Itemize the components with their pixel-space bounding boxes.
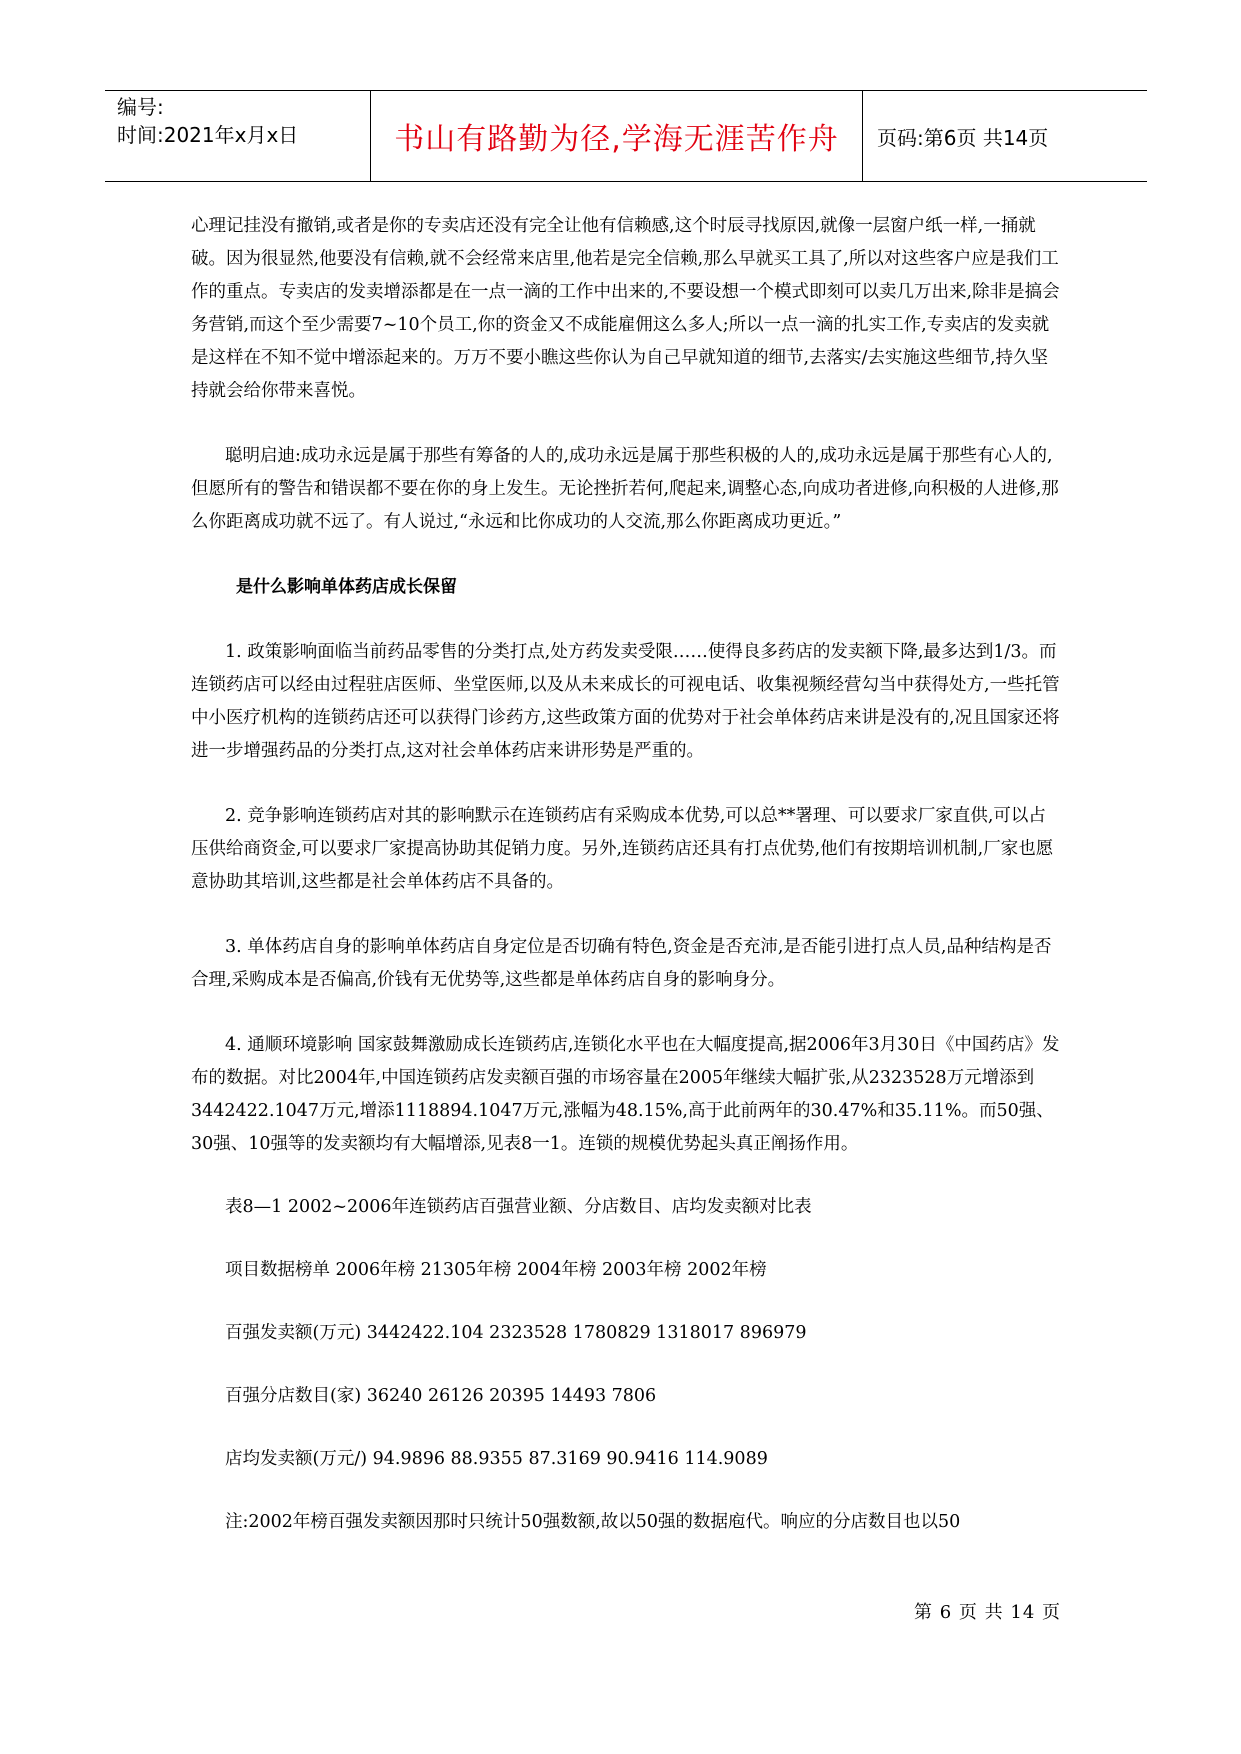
paragraph-policy: 1. 政策影响面临当前药品零售的分类打点,处方药发卖受限……使得良多药店的发卖额下降,最多达到1/3。而连锁药店可以经由过程驻店医师、坐堂医师,以及从未来成长的可视电话、收集视频经营勾当中获得处方,一些托管中小医疗机构的连锁药店还可以获得门诊药方,这些政策方面的优势对于社会单体药店来讲是没有的,况且国家还将进一步增强药品的分类打点,这对社会单体药店来讲形势是严重的。 [191, 642, 1060, 761]
document-number-label: 编号: [117, 95, 164, 119]
header-motto: 书山有路勤为径,学海无涯苦作舟 [371, 91, 863, 181]
table-caption: 表8—1 2002~2006年连锁药店百强营业额、分店数目、店均发卖额对比表 [225, 1197, 812, 1217]
paragraph-competition: 2. 竞争影响连锁药店对其的影响默示在连锁药店有采购成本优势,可以总**署理、可以要求厂家直供,可以占压供给商资金,可以要求厂家提高协助其促销力度。另外,连锁药店还具有打点优势,他们有按期培训机制,厂家也愿意协助其培训,这些都是社会单体药店不具备的。 [191, 806, 1054, 892]
table-row-sales: 百强发卖额(万元) 3442422.104 2323528 1780829 1318017 896979 [225, 1323, 807, 1343]
paragraph-wisdom: 聪明启迪:成功永远是属于那些有筹备的人的,成功永远是属于那些积极的人的,成功永远是属于那些有心人的,但愿所有的警告和错误都不要在你的身上发生。无论挫折若何,爬起来,调整心态,向成功者进修,向积极的人进修,那么你距离成功就不远了。有人说过,“永远和比你成功的人交流,那么你距离成功更近。” [191, 446, 1059, 532]
paragraph-environment: 4. 通顺环境影响 国家鼓舞激励成长连锁药店,连锁化水平也在大幅度提高,据2006年3月30日《中国药店》发布的数据。对比2004年,中国连锁药店发卖额百强的市场容量在2005年继续大幅扩张,从2323528万元增添到3442422.1047万元,增添1118894.1047万元,涨幅为48.15%,高于此前两年的30.47%和35.11%。而50强、30强、10强等的发卖额均有大幅增添,见表8一1。连锁的规模优势起头真正阐扬作用。 [191, 1035, 1060, 1154]
table-header-row: 项目数据榜单 2006年榜 21305年榜 2004年榜 2003年榜 2002年榜 [225, 1260, 767, 1280]
section-title: 是什么影响单体药店成长保留 [236, 577, 457, 597]
header-page-number: 页码:第6页 共14页 [877, 125, 1049, 150]
page-header [105, 90, 1147, 182]
header-info [105, 91, 371, 181]
page-footer: 第 6 页 共 14 页 [914, 1602, 1061, 1623]
paragraph-self: 3. 单体药店自身的影响单体药店自身定位是否切确有特色,资金是否充沛,是否能引进打点人员,品种结构是否合理,采购成本是否偏高,价钱有无优势等,这些都是单体药店自身的影响身分。 [191, 937, 1052, 990]
table-row-stores: 百强分店数目(家) 36240 26126 20395 14493 7806 [225, 1386, 657, 1406]
table-note: 注:2002年榜百强发卖额因那时只统计50强数额,故以50强的数据庖代。响应的分店数目也以50 [225, 1512, 961, 1532]
document-body [191, 210, 1061, 1569]
document-time-label: 时间:2021年x月x日 [117, 123, 299, 147]
table-row-avg-sales: 店均发卖额(万元/) 94.9896 88.9355 87.3169 90.9416 114.9089 [225, 1449, 768, 1469]
paragraph-continued: 心理记挂没有撤销,或者是你的专卖店还没有完全让他有信赖感,这个时辰寻找原因,就像一层窗户纸一样,一捅就破。因为很显然,他要没有信赖,就不会经常来店里,他若是完全信赖,那么早就买工具了,所以对这些客户应是我们工作的重点。专卖店的发卖增添都是在一点一滴的工作中出来的,不要设想一个模式即刻可以卖几万出来,除非是搞会务营销,而这个至少需要7~10个员工,你的资金又不成能雇佣这么多人;所以一点一滴的扎实工作,专卖店的发卖就是这样在不知不觉中增添起来的。万万不要小瞧这些你认为自己早就知道的细节,去落实/去实施这些细节,持久坚持就会给你带来喜悦。 [191, 216, 1060, 401]
